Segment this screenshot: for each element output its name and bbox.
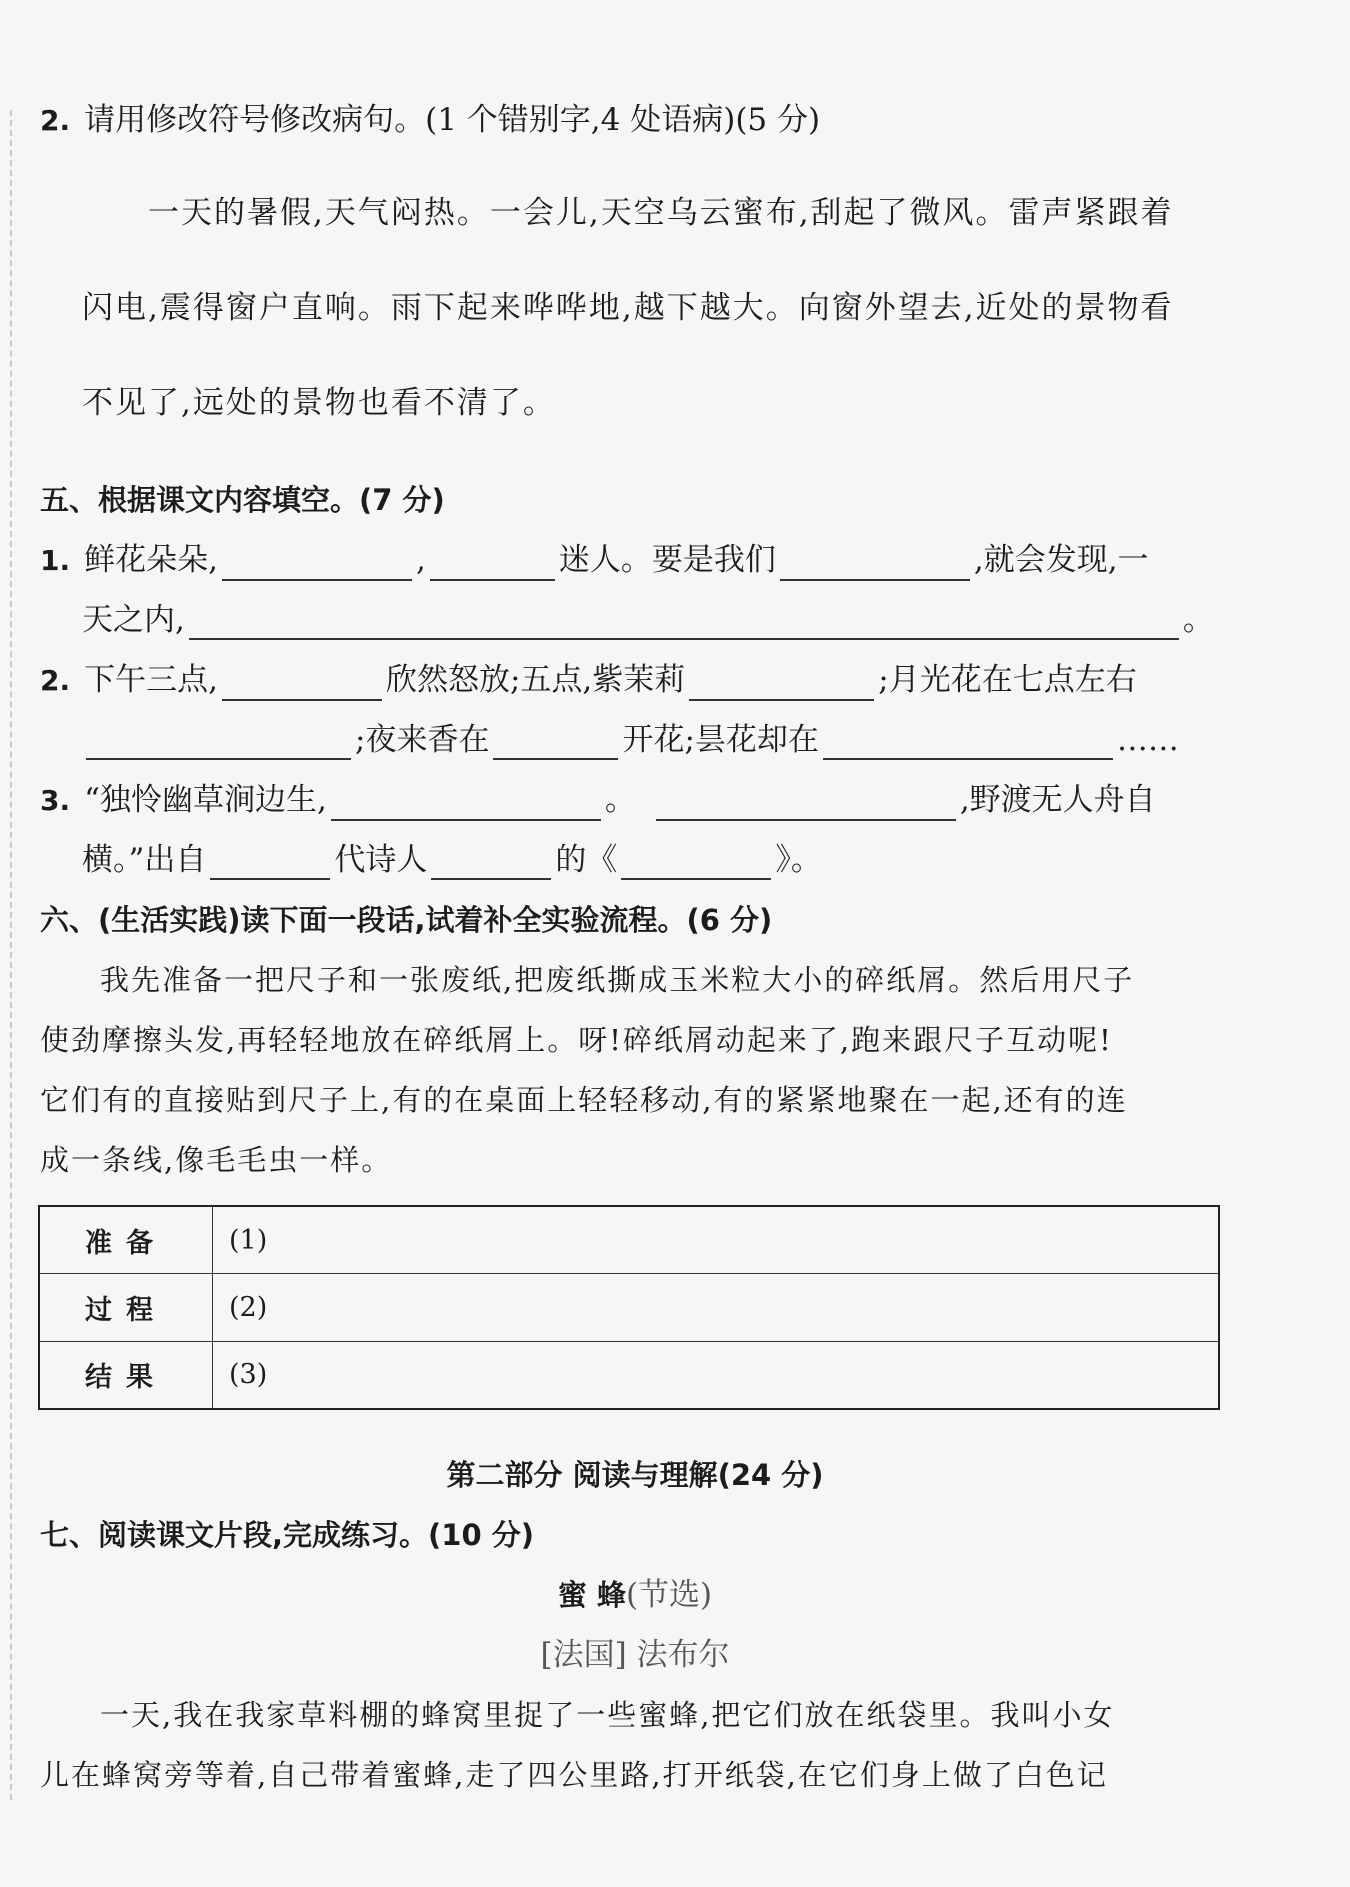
section5-title: 五、根据课文内容填空。(7 分) [40,483,445,517]
article-line-2: 儿在蜂窝旁等着,自己带着蜜蜂,走了四公里路,打开纸袋,在它们身上做了白色记 [40,1758,1108,1792]
blank-input[interactable] [689,667,874,701]
q4-2-line-3: 不见了,远处的景物也看不清了。 [82,385,556,421]
s5-q1-line-2: 天之内, 。 [82,602,1214,638]
table-cell-prepare[interactable]: (1) [213,1206,1220,1274]
table-label-prepare: 准备 [39,1206,213,1274]
experiment-table [38,1205,1220,1410]
article-author: [法国] 法布尔 [540,1637,730,1673]
table-row [39,1206,1219,1274]
blank-input[interactable] [621,846,771,880]
s6-passage-line-3: 它们有的直接贴到尺子上,有的在桌面上轻轻移动,有的紧紧地聚在一起,还有的连 [40,1083,1128,1117]
s5-q2-line-1: 2. 下午三点, 欣然怒放;五点,紫茉莉 ;月光花在七点左右 [40,660,1210,701]
s6-passage-line-1: 我先准备一把尺子和一张废纸,把废纸撕成玉米粒大小的碎纸屑。然后用尺子 [100,963,1135,997]
q4-2-prompt: 2. 请用修改符号修改病句。(1 个错别字,4 处语病)(5 分) [40,102,821,138]
binding-margin-line [10,110,12,1800]
table-cell-result[interactable]: (3) [213,1341,1220,1409]
table-row [39,1274,1219,1341]
blank-input[interactable] [189,606,1179,640]
table-cell-process[interactable]: (2) [213,1274,1220,1341]
table-label-result: 结果 [39,1341,213,1409]
blank-input[interactable] [210,846,330,880]
q4-2-line-2: 闪电,震得窗户直响。雨下起来哗哗地,越下越大。向窗外望去,近处的景物看 [82,290,1174,326]
blank-input[interactable] [222,667,382,701]
section7-title: 七、阅读课文片段,完成练习。(10 分) [40,1518,534,1552]
s5-q3-line-2: 横。”出自 代诗人 的《 》。 [82,842,822,878]
blank-input[interactable] [823,726,1113,760]
article-title-line: 蜜 蜂(节选) [557,1577,713,1613]
blank-input[interactable] [222,547,412,581]
table-row [39,1341,1219,1409]
part2-title: 第二部分 阅读与理解(24 分) [446,1458,824,1492]
table-label-process: 过程 [39,1274,213,1341]
blank-input[interactable] [430,547,555,581]
section6-title: 六、(生活实践)读下面一段话,试着补全实验流程。(6 分) [40,903,773,937]
s5-q2-line-2: ;夜来香在 开花;昙花却在 …… [82,720,1252,760]
blank-input[interactable] [431,846,551,880]
blank-input[interactable] [331,787,601,821]
blank-input[interactable] [656,787,956,821]
q4-2-line-1: 一天的暑假,天气闷热。一会儿,天空乌云蜜布,刮起了微风。雷声紧跟着 [148,195,1174,231]
s5-q3-line-1: 3. “独怜幽草涧边生, 。 ,野渡无人舟自 [40,780,1210,821]
s6-passage-line-4: 成一条线,像毛毛虫一样。 [40,1143,393,1177]
blank-input[interactable] [780,547,970,581]
s6-passage-line-2: 使劲摩擦头发,再轻轻地放在碎纸屑上。呀!碎纸屑动起来了,跑来跟尺子互动呢! [40,1023,1113,1057]
s5-q1-line-1: 1. 鲜花朵朵, , 迷人。要是我们 ,就会发现,一 [40,540,1210,581]
article-line-1: 一天,我在我家草料棚的蜂窝里捉了一些蜜蜂,把它们放在纸袋里。我叫小女 [100,1698,1115,1732]
blank-input[interactable] [86,726,351,760]
blank-input[interactable] [493,726,618,760]
